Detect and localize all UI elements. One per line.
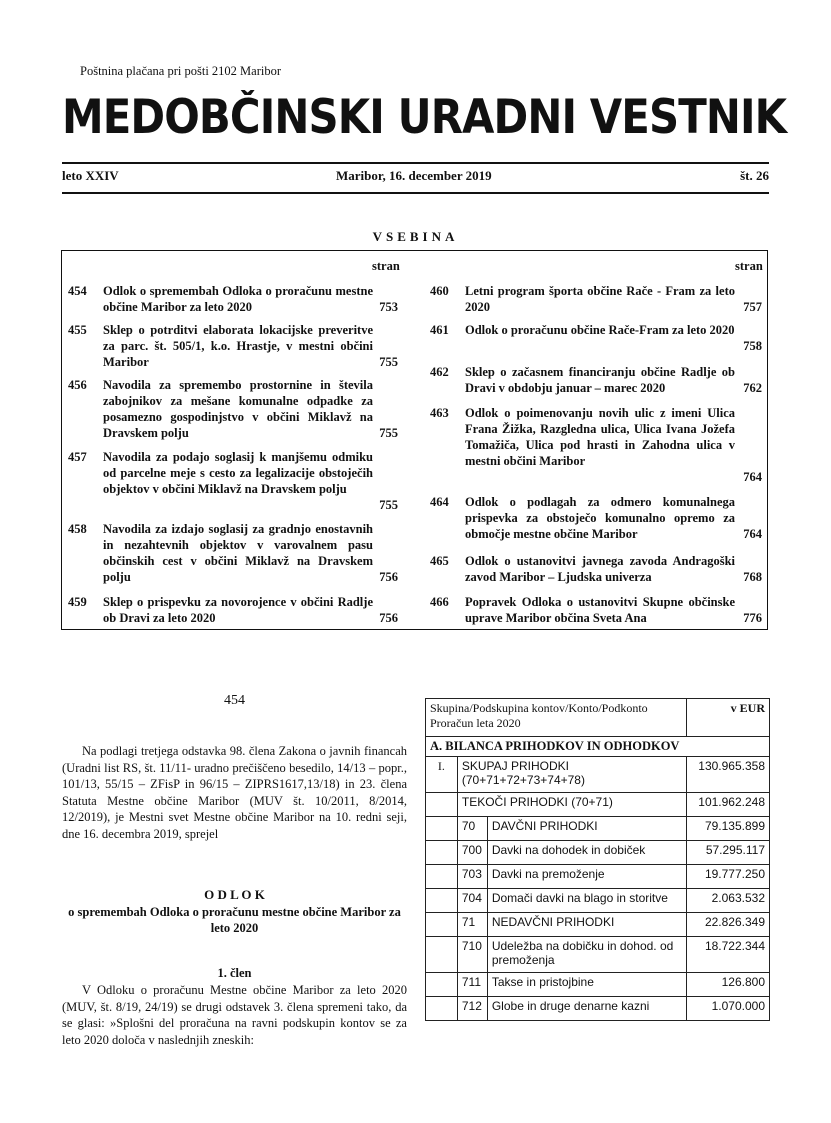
contents-entry[interactable]	[430, 553, 762, 585]
table-row	[426, 865, 770, 889]
contents-page-label-right: stran	[735, 259, 763, 273]
table-row	[426, 973, 770, 997]
entry-number: 459	[68, 595, 87, 609]
entry-page: 753	[379, 300, 398, 314]
row-label: DAVČNI PRIHODKI	[487, 817, 686, 841]
entry-title: Odlok o ustanovitvi javnega zavoda Andragoški zavod Maribor – Ljudska univerza	[465, 554, 735, 584]
entry-page: 762	[743, 381, 762, 395]
row-code: I.	[426, 757, 458, 793]
entry-title: Odlok o podlagah za odmero komunalnega prispevka za obstoječo komunalno opremo za območje mestne občine Maribor	[465, 495, 735, 541]
masthead-rule-bottom	[62, 192, 769, 194]
row-label: Davki na premoženje	[487, 865, 686, 889]
row-label: SKUPAJ PRIHODKI (70+71+72+73+74+78)	[457, 757, 686, 793]
entry-page: 776	[743, 611, 762, 625]
entry-title: Odlok o spremembah Odloka o proračunu mestne občine Maribor za leto 2020	[103, 284, 373, 314]
row-value: 130.965.358	[687, 757, 770, 793]
row-code: 71	[457, 913, 487, 937]
postage-note: Poštnina plačana pri pošti 2102 Maribor	[80, 64, 282, 78]
contents-entry[interactable]	[430, 494, 762, 542]
row-spacer	[426, 973, 458, 997]
row-code: 712	[457, 997, 487, 1021]
entry-number: 456	[68, 378, 87, 392]
decree-title: O D L O K	[204, 887, 265, 902]
contents-box	[61, 250, 768, 630]
entry-title: Sklep o prispevku za novorojence v občini Radlje ob Dravi za leto 2020	[103, 595, 373, 625]
contents-title: VSEBINA	[372, 229, 459, 244]
budget-header-unit: v EUR	[687, 699, 770, 737]
row-spacer	[426, 865, 458, 889]
row-label: NEDAVČNI PRIHODKI	[487, 913, 686, 937]
row-code: 703	[457, 865, 487, 889]
article-number: 454	[224, 693, 245, 708]
contents-entry[interactable]	[68, 449, 398, 513]
entry-page: 768	[743, 570, 762, 584]
entry-number: 465	[430, 554, 449, 568]
entry-title: Navodila za izdajo soglasij za gradnjo enostavnih in nezahtevnih objektov v varovalnem pasu občinskih cest v občini Miklavž na Dravskem polju	[103, 522, 373, 584]
budget-table	[425, 698, 770, 1021]
contents-entry[interactable]	[68, 521, 398, 585]
table-row	[426, 937, 770, 973]
row-code: 704	[457, 889, 487, 913]
entry-page: 756	[379, 611, 398, 625]
row-code: 710	[457, 937, 487, 973]
contents-entry[interactable]	[430, 364, 762, 396]
row-value: 19.777.250	[687, 865, 770, 889]
issue-line	[62, 168, 769, 184]
entry-page: 755	[379, 498, 398, 512]
row-spacer	[426, 997, 458, 1021]
entry-title: Sklep o potrditvi elaborata lokacijske preveritve za parc. št. 505/1, k.o. Hrastje, v mestni občini Maribor	[103, 323, 373, 369]
entry-number: 464	[430, 495, 449, 509]
budget-header-label: Skupina/Podskupina kontov/Konto/Podkonto Proračun leta 2020	[426, 699, 687, 737]
entry-title: Letni program športa občine Rače - Fram za leto 2020	[465, 284, 735, 314]
entry-number: 454	[68, 284, 87, 298]
row-label: TEKOČI PRIHODKI (70+71)	[457, 793, 686, 817]
table-row	[426, 757, 770, 793]
entry-title: Sklep o začasnem financiranju občine Radlje ob Dravi v obdobju januar – marec 2020	[465, 365, 735, 395]
row-spacer	[426, 889, 458, 913]
entry-title: Popravek Odloka o ustanovitvi Skupne občinske uprave Maribor občina Sveta Ana	[465, 595, 735, 625]
table-row	[426, 793, 770, 817]
entry-title: Odlok o proračunu občine Rače-Fram za leto 2020	[465, 323, 735, 337]
table-row	[426, 997, 770, 1021]
entry-page: 755	[379, 426, 398, 440]
entry-number: 457	[68, 450, 87, 464]
entry-number: 460	[430, 284, 449, 298]
issue-number: št. 26	[740, 168, 769, 183]
contents-entry[interactable]	[68, 283, 398, 315]
row-spacer	[426, 913, 458, 937]
row-code: 70	[457, 817, 487, 841]
contents-page-label-left: stran	[372, 259, 400, 273]
entry-title: Navodila za podajo soglasij k manjšemu odmiku od parcelne meje s cesto za legalizacije obstoječih objektov v občini Miklavž na Dravskem polju	[103, 450, 373, 496]
entry-number: 458	[68, 522, 87, 536]
row-value: 126.800	[687, 973, 770, 997]
budget-section-row	[426, 737, 770, 757]
table-row	[426, 913, 770, 937]
contents-entry[interactable]	[68, 594, 398, 626]
entry-number: 462	[430, 365, 449, 379]
masthead-rule-top	[62, 162, 769, 164]
row-spacer	[426, 937, 458, 973]
table-row	[426, 841, 770, 865]
entry-title: Navodila za spremembo prostornine in števila zabojnikov za mešane komunalne odpadke za posamezno gospodinjstvo v občini Miklavž na Dravskem polju	[103, 378, 373, 440]
entry-number: 466	[430, 595, 449, 609]
entry-page: 755	[379, 355, 398, 369]
contents-entry[interactable]	[430, 594, 762, 626]
row-label: Davki na dohodek in dobiček	[487, 841, 686, 865]
row-label: Takse in pristojbine	[487, 973, 686, 997]
contents-entry[interactable]	[430, 322, 762, 354]
entry-page: 758	[743, 339, 762, 353]
contents-entry[interactable]	[68, 377, 398, 441]
issue-year: leto XXIV	[62, 168, 119, 183]
row-spacer	[426, 841, 458, 865]
row-value: 1.070.000	[687, 997, 770, 1021]
article-clause-text: V Odloku o proračunu Mestne občine Maribor za leto 2020 (MUV, št. 8/19, 24/19) se drugi odstavek 3. člena spremeni tako, da se glasi: »Splošni del proračuna na ravni podskupin kontov se za leto 2020 določa v naslednjih zneskih:	[62, 983, 407, 1047]
table-row	[426, 889, 770, 913]
budget-header-row	[426, 699, 770, 737]
row-spacer	[426, 793, 458, 817]
row-code: 711	[457, 973, 487, 997]
entry-number: 455	[68, 323, 87, 337]
row-spacer	[426, 817, 458, 841]
entry-page: 756	[379, 570, 398, 584]
row-label: Udeležba na dobičku in dohod. od premoženja	[487, 937, 686, 973]
article-clause-heading: 1. člen	[217, 966, 252, 980]
decree-subtitle: o spremembah Odloka o proračunu mestne občine Maribor za leto 2020	[68, 905, 401, 935]
row-value: 22.826.349	[687, 913, 770, 937]
row-value: 57.295.117	[687, 841, 770, 865]
contents-entry[interactable]	[430, 283, 762, 315]
row-code: 700	[457, 841, 487, 865]
entry-title: Odlok o poimenovanju novih ulic z imeni Ulica Frana Žižka, Razgledna ulica, Ulica Ivana Jožefa Tomažiča, Ulica pod hrasti in Zahodna ulica v mestni občini Maribor	[465, 406, 735, 468]
contents-entry[interactable]	[68, 322, 398, 370]
issue-place-date: Maribor, 16. december 2019	[336, 168, 492, 183]
contents-entry[interactable]	[430, 405, 762, 485]
entry-number: 461	[430, 323, 449, 337]
row-label: Globe in druge denarne kazni	[487, 997, 686, 1021]
budget-section-title: A. BILANCA PRIHODKOV IN ODHODKOV	[426, 737, 770, 757]
table-row	[426, 817, 770, 841]
masthead-title: MEDOBČINSKI URADNI VESTNIK	[62, 90, 787, 145]
row-value: 79.135.899	[687, 817, 770, 841]
row-value: 101.962.248	[687, 793, 770, 817]
entry-number: 463	[430, 406, 449, 420]
row-label: Domači davki na blago in storitve	[487, 889, 686, 913]
row-value: 2.063.532	[687, 889, 770, 913]
entry-page: 764	[743, 527, 762, 541]
row-value: 18.722.344	[687, 937, 770, 973]
article-preamble: Na podlagi tretjega odstavka 98. člena Zakona o javnih financah (Uradni list RS, št. 11/11- uradno prečiščeno besedilo, 14/13 – popr., 101/13, 55/15 – ZFisP in 96/15 – ZIPRS1617,13/18) in 23. člena Statuta Mestne občine Maribor (MUV št. 10/2011, 8/2014, 12/2019), je Mestni svet Mestne občine Maribor na 10. redni seji, dne 16. decembra 2019, sprejel	[62, 744, 407, 841]
entry-page: 757	[743, 300, 762, 314]
entry-page: 764	[743, 470, 762, 484]
